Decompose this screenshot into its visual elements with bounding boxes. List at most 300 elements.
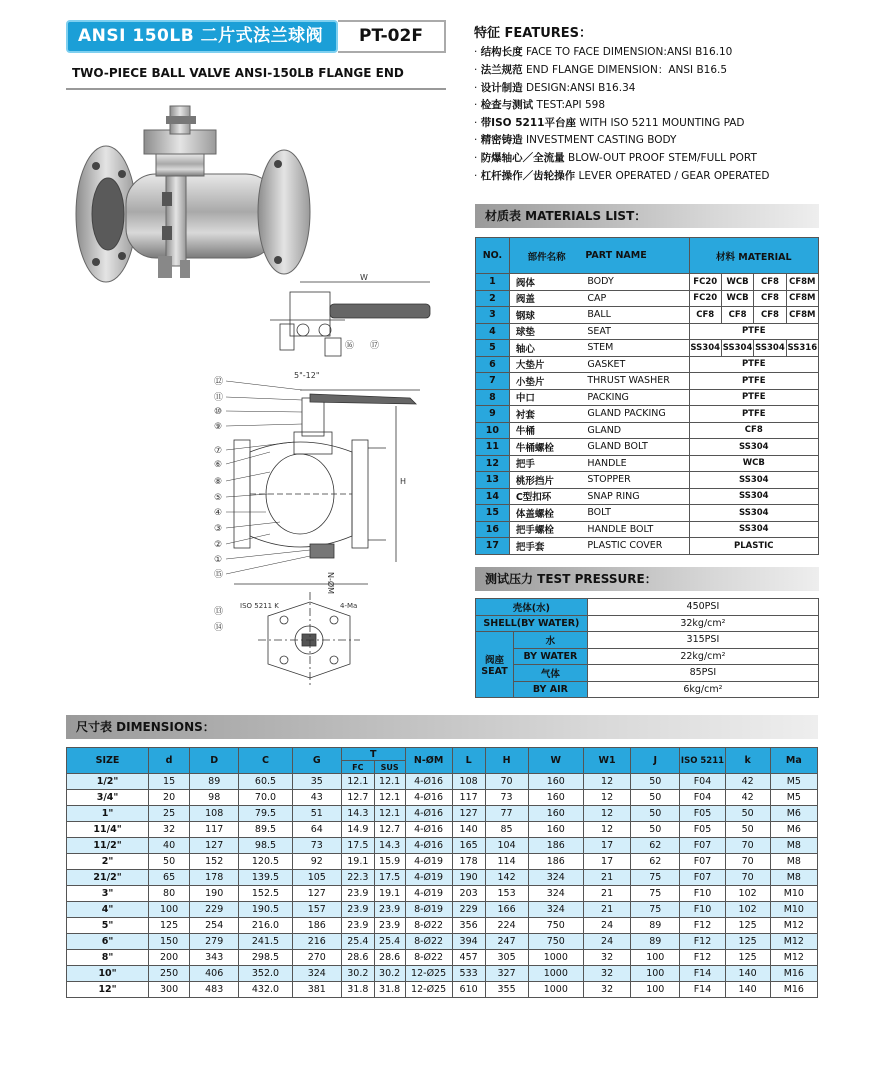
material-value: SS304 xyxy=(689,340,721,357)
col-no: NO. xyxy=(476,238,510,274)
materials-body xyxy=(476,274,819,555)
water-en: BY WATER xyxy=(513,648,587,665)
material-part-zh: 把手螺栓 xyxy=(509,521,583,538)
material-part-en: PACKING xyxy=(583,389,689,406)
dimension-cell: 160 xyxy=(528,822,583,838)
dimension-cell: 355 xyxy=(485,982,528,998)
material-no: 13 xyxy=(476,472,510,489)
dimension-cell: 12 xyxy=(583,806,630,822)
material-value: WCB xyxy=(721,290,753,307)
dimension-cell: 85 xyxy=(485,822,528,838)
dimension-cell: 12 xyxy=(583,822,630,838)
dimension-cell: 4-Ø16 xyxy=(405,822,452,838)
iso-pad-label: ISO 5211 K xyxy=(240,602,279,610)
dimension-cell: 30.2 xyxy=(374,966,405,982)
dimension-cell: 142 xyxy=(485,870,528,886)
material-part-zh: 中口 xyxy=(509,389,583,406)
material-value: SS304 xyxy=(689,472,818,489)
material-part-zh: 钢球 xyxy=(509,307,583,324)
feature-item: · 法兰规范 END FLANGE DIMENSION：ANSI B16.5 xyxy=(474,64,728,76)
dimension-cell: 4-Ø19 xyxy=(405,886,452,902)
dimension-cell: 100 xyxy=(149,902,190,918)
dimension-cell: 224 xyxy=(485,918,528,934)
callout-2: ② xyxy=(214,540,223,550)
col-C: C xyxy=(239,748,292,774)
material-row xyxy=(476,439,819,456)
dimension-cell: 114 xyxy=(485,854,528,870)
material-part-zh: 体盖螺栓 xyxy=(509,505,583,522)
dimension-cell: 23.9 xyxy=(374,902,405,918)
dimension-cell: 140 xyxy=(452,822,485,838)
dimension-cell: M10 xyxy=(770,902,817,918)
col-nm: N-ØM xyxy=(405,748,452,774)
material-value: PTFE xyxy=(689,406,818,423)
dimension-size: 3/4" xyxy=(67,790,149,806)
material-row xyxy=(476,274,819,291)
material-row xyxy=(476,290,819,307)
dimension-cell: F07 xyxy=(680,854,725,870)
dimension-cell: 12 xyxy=(583,774,630,790)
dimension-cell: 12-Ø25 xyxy=(405,982,452,998)
shell-psi: 450PSI xyxy=(587,599,818,616)
dimension-cell: 4-Ø16 xyxy=(405,774,452,790)
dimension-cell: 8-Ø22 xyxy=(405,950,452,966)
dimension-cell: 241.5 xyxy=(239,934,292,950)
air-kg: 6kg/cm² xyxy=(587,681,818,698)
dimension-cell: 381 xyxy=(292,982,341,998)
dimension-cell: 229 xyxy=(452,902,485,918)
dimension-row xyxy=(67,966,818,982)
air-zh: 气体 xyxy=(513,665,587,682)
dimensions-header-row xyxy=(67,748,818,761)
dimension-cell: 394 xyxy=(452,934,485,950)
materials-header-row xyxy=(476,238,819,274)
material-value: PTFE xyxy=(689,389,818,406)
dimension-cell: 4-Ø16 xyxy=(405,790,452,806)
dimension-cell: 20 xyxy=(149,790,190,806)
dimension-cell: 324 xyxy=(292,966,341,982)
dimension-cell: 102 xyxy=(725,902,770,918)
material-value: CF8M xyxy=(786,290,818,307)
dimension-cell: M6 xyxy=(770,806,817,822)
dimension-cell: M5 xyxy=(770,774,817,790)
dimension-cell: 31.8 xyxy=(374,982,405,998)
dimension-cell: M6 xyxy=(770,822,817,838)
dimension-cell: 32 xyxy=(583,966,630,982)
dimension-cell: F10 xyxy=(680,886,725,902)
material-value: PLASTIC xyxy=(689,538,818,555)
dimension-cell: 24 xyxy=(583,918,630,934)
material-part-en: STOPPER xyxy=(583,472,689,489)
dimension-cell: 28.6 xyxy=(341,950,374,966)
dimension-cell: 12.1 xyxy=(341,774,374,790)
col-T-fc: FC xyxy=(341,761,374,774)
dimension-cell: 457 xyxy=(452,950,485,966)
dimension-cell: 79.5 xyxy=(239,806,292,822)
dimension-cell: 100 xyxy=(631,982,680,998)
material-no: 6 xyxy=(476,356,510,373)
dimension-cell: 160 xyxy=(528,806,583,822)
material-part-en: GLAND BOLT xyxy=(583,439,689,456)
size-range-label: 5"-12" xyxy=(294,371,320,380)
material-no: 3 xyxy=(476,307,510,324)
col-H: H xyxy=(485,748,528,774)
material-no: 4 xyxy=(476,323,510,340)
material-part-zh: 把手 xyxy=(509,455,583,472)
material-part-en: THRUST WASHER xyxy=(583,373,689,390)
material-part-en: GLAND PACKING xyxy=(583,406,689,423)
material-value: CF8 xyxy=(689,422,818,439)
callout-6: ⑥ xyxy=(214,460,223,470)
dimension-size: 11/4" xyxy=(67,822,149,838)
dimension-cell: 70 xyxy=(485,774,528,790)
shell-en: SHELL(BY WATER) xyxy=(476,615,588,632)
material-no: 10 xyxy=(476,422,510,439)
callout-14: ⑭ xyxy=(214,623,224,633)
dimension-size: 6" xyxy=(67,934,149,950)
dimension-cell: 203 xyxy=(452,886,485,902)
dimensions-body xyxy=(67,774,818,998)
air-psi: 85PSI xyxy=(587,665,818,682)
callout-10: ⑩ xyxy=(214,407,223,417)
dimension-cell: 50 xyxy=(631,822,680,838)
dimension-cell: F12 xyxy=(680,934,725,950)
dimension-cell: 12.1 xyxy=(374,790,405,806)
dimension-cell: 327 xyxy=(485,966,528,982)
feature-item: · 精密铸造 INVESTMENT CASTING BODY xyxy=(474,134,677,146)
dimension-cell: 17 xyxy=(583,854,630,870)
material-value: SS304 xyxy=(721,340,753,357)
shell-zh: 壳体(水) xyxy=(476,599,588,616)
dimension-cell: 324 xyxy=(528,870,583,886)
material-part-en: GASKET xyxy=(583,356,689,373)
material-no: 5 xyxy=(476,340,510,357)
material-row xyxy=(476,356,819,373)
callout-8: ⑧ xyxy=(214,477,223,487)
dimension-size: 5" xyxy=(67,918,149,934)
dimension-cell: 42 xyxy=(725,790,770,806)
material-part-zh: C型扣环 xyxy=(509,488,583,505)
callout-13: ⑬ xyxy=(214,607,224,617)
dimension-cell: 8-Ø22 xyxy=(405,934,452,950)
dimension-cell: 104 xyxy=(485,838,528,854)
dimension-cell: 14.3 xyxy=(374,838,405,854)
dimension-cell: 186 xyxy=(292,918,341,934)
material-part-en: SEAT xyxy=(583,323,689,340)
material-row xyxy=(476,538,819,555)
callout-4: ④ xyxy=(214,508,223,518)
material-no: 15 xyxy=(476,505,510,522)
dimension-cell: 127 xyxy=(190,838,239,854)
dimension-cell: 73 xyxy=(485,790,528,806)
dimension-size: 4" xyxy=(67,902,149,918)
dimension-cell: F07 xyxy=(680,870,725,886)
dimension-cell: 21 xyxy=(583,902,630,918)
dimension-cell: 108 xyxy=(190,806,239,822)
dimension-cell: 12.1 xyxy=(374,806,405,822)
col-size: SIZE xyxy=(67,748,149,774)
material-row xyxy=(476,488,819,505)
dimension-cell: 190.5 xyxy=(239,902,292,918)
material-value: CF8M xyxy=(786,307,818,324)
dimension-cell: 50 xyxy=(725,806,770,822)
dimension-cell: 216 xyxy=(292,934,341,950)
col-iso: ISO 5211 xyxy=(680,748,725,774)
dimension-cell: 157 xyxy=(292,902,341,918)
material-part-en: PLASTIC COVER xyxy=(583,538,689,555)
dimension-cell: 17.5 xyxy=(341,838,374,854)
material-part-en: BALL xyxy=(583,307,689,324)
dimension-cell: 152 xyxy=(190,854,239,870)
dimension-cell: 108 xyxy=(452,774,485,790)
dimension-cell: 120.5 xyxy=(239,854,292,870)
air-row-psi xyxy=(476,665,819,682)
dimension-cell: 50 xyxy=(725,822,770,838)
dimension-cell: 12.7 xyxy=(374,822,405,838)
dimension-cell: 50 xyxy=(631,790,680,806)
col-T: T xyxy=(341,748,405,761)
callout-3: ③ xyxy=(214,524,223,534)
dimension-row xyxy=(67,918,818,934)
dimension-cell: 25.4 xyxy=(341,934,374,950)
dimension-row xyxy=(67,886,818,902)
dimension-cell: 125 xyxy=(725,934,770,950)
dimension-cell: 50 xyxy=(631,774,680,790)
dimension-cell: 24 xyxy=(583,934,630,950)
water-row-kg xyxy=(476,648,819,665)
dimension-row xyxy=(67,822,818,838)
dimension-cell: 70 xyxy=(725,854,770,870)
dimension-cell: 186 xyxy=(528,838,583,854)
material-row xyxy=(476,406,819,423)
material-part-en: BODY xyxy=(583,274,689,291)
product-title-badge xyxy=(66,20,338,53)
feature-item: · 带ISO 5211平台座 WITH ISO 5211 MOUNTING PAD xyxy=(474,117,745,129)
dimension-cell: 23.9 xyxy=(341,918,374,934)
water-psi: 315PSI xyxy=(587,632,818,649)
dimension-cell: 406 xyxy=(190,966,239,982)
dimension-row xyxy=(67,982,818,998)
callout-1: ① xyxy=(214,555,223,565)
material-part-zh: 牛桶螺栓 xyxy=(509,439,583,456)
dimension-cell: M12 xyxy=(770,950,817,966)
dimension-row xyxy=(67,902,818,918)
dimension-cell: 17 xyxy=(583,838,630,854)
features-heading: 特征 FEATURES： xyxy=(474,26,593,41)
col-D: D xyxy=(190,748,239,774)
dimension-cell: 89 xyxy=(631,918,680,934)
material-value: PTFE xyxy=(689,373,818,390)
material-no: 2 xyxy=(476,290,510,307)
dimension-cell: 77 xyxy=(485,806,528,822)
dimension-row xyxy=(67,838,818,854)
dimension-cell: 32 xyxy=(583,950,630,966)
dimension-cell: 60.5 xyxy=(239,774,292,790)
dimension-cell: 25.4 xyxy=(374,934,405,950)
water-row-psi xyxy=(476,632,819,649)
dimension-cell: 50 xyxy=(631,806,680,822)
dimension-cell: 125 xyxy=(149,918,190,934)
material-no: 7 xyxy=(476,373,510,390)
dimension-cell: M10 xyxy=(770,886,817,902)
col-part-en: PART NAME xyxy=(583,238,689,274)
shell-kg: 32kg/cm² xyxy=(587,615,818,632)
dimension-cell: 8-Ø22 xyxy=(405,918,452,934)
dimension-size: 11/2" xyxy=(67,838,149,854)
dimension-cell: 32 xyxy=(149,822,190,838)
air-en: BY AIR xyxy=(513,681,587,698)
col-material: 材料 MATERIAL xyxy=(689,238,818,274)
material-part-en: HANDLE BOLT xyxy=(583,521,689,538)
dimension-cell: 19.1 xyxy=(374,886,405,902)
dimension-cell: 62 xyxy=(631,854,680,870)
dimension-cell: 750 xyxy=(528,918,583,934)
dimension-cell: 298.5 xyxy=(239,950,292,966)
dimension-cell: 12 xyxy=(583,790,630,806)
dimension-cell: 75 xyxy=(631,870,680,886)
material-part-en: STEM xyxy=(583,340,689,357)
dimension-cell: 35 xyxy=(292,774,341,790)
materials-table xyxy=(475,237,819,555)
dimension-cell: 4-Ø19 xyxy=(405,870,452,886)
dimension-cell: M8 xyxy=(770,854,817,870)
material-row xyxy=(476,472,819,489)
material-value: WCB xyxy=(721,274,753,291)
dimension-size: 3" xyxy=(67,886,149,902)
dimension-cell: F04 xyxy=(680,790,725,806)
water-zh: 水 xyxy=(513,632,587,649)
dimension-cell: 4-Ø19 xyxy=(405,854,452,870)
dimension-cell: 270 xyxy=(292,950,341,966)
col-W1: W1 xyxy=(583,748,630,774)
dimension-cell: 100 xyxy=(631,966,680,982)
dimension-row xyxy=(67,854,818,870)
material-no: 8 xyxy=(476,389,510,406)
feature-item: · 结构长度 FACE TO FACE DIMENSION:ANSI B16.10 xyxy=(474,46,733,58)
dimension-cell: 178 xyxy=(190,870,239,886)
dimension-cell: 153 xyxy=(485,886,528,902)
dimension-cell: 12-Ø25 xyxy=(405,966,452,982)
col-W: W xyxy=(528,748,583,774)
material-value: CF8M xyxy=(786,274,818,291)
dimension-row xyxy=(67,950,818,966)
col-Ma: Ma xyxy=(770,748,817,774)
dimension-cell: 62 xyxy=(631,838,680,854)
dimensions-heading: 尺寸表 DIMENSIONS： xyxy=(66,715,818,739)
product-title: ANSI 150LB 二片式法兰球阀 xyxy=(78,26,324,46)
feature-item: · 检查与测试 TEST:API 598 xyxy=(474,99,606,111)
col-J: J xyxy=(631,748,680,774)
dimension-cell: 25 xyxy=(149,806,190,822)
material-row xyxy=(476,373,819,390)
material-value: PTFE xyxy=(689,356,818,373)
material-no: 1 xyxy=(476,274,510,291)
material-part-zh: 阀体 xyxy=(509,274,583,291)
dimension-cell: 140 xyxy=(725,982,770,998)
dimension-cell: 150 xyxy=(149,934,190,950)
dimension-size: 21/2" xyxy=(67,870,149,886)
dimension-cell: 324 xyxy=(528,902,583,918)
subtitle-divider xyxy=(66,88,446,90)
material-part-zh: 牛桶 xyxy=(509,422,583,439)
dimension-cell: 23.9 xyxy=(341,886,374,902)
dimension-cell: 22.3 xyxy=(341,870,374,886)
dimension-cell: 64 xyxy=(292,822,341,838)
dimension-cell: 160 xyxy=(528,774,583,790)
dimension-cell: 32 xyxy=(583,982,630,998)
dimension-cell: 98 xyxy=(190,790,239,806)
dimension-cell: 125 xyxy=(725,918,770,934)
nm-dimension-label: N-ØM xyxy=(326,572,335,595)
dimension-cell: 12.1 xyxy=(374,774,405,790)
dimension-cell: 89.5 xyxy=(239,822,292,838)
col-part-zh: 部件名称 xyxy=(509,238,583,274)
dimension-cell: 92 xyxy=(292,854,341,870)
dimension-size: 2" xyxy=(67,854,149,870)
material-part-zh: 衬套 xyxy=(509,406,583,423)
callout-7: ⑦ xyxy=(214,446,223,456)
dimension-cell: 21 xyxy=(583,886,630,902)
h-dimension-label: H xyxy=(400,477,407,486)
dimension-size: 1" xyxy=(67,806,149,822)
dimension-cell: 247 xyxy=(485,934,528,950)
callout-5: ⑤ xyxy=(214,493,223,503)
dimension-cell: 190 xyxy=(452,870,485,886)
dimension-size: 8" xyxy=(67,950,149,966)
callout-16: ⑯ xyxy=(345,341,355,351)
dimension-cell: 102 xyxy=(725,886,770,902)
col-k: k xyxy=(725,748,770,774)
material-value: SS316 xyxy=(786,340,818,357)
dimension-cell: 152.5 xyxy=(239,886,292,902)
test-pressure-table xyxy=(475,598,819,698)
dimension-cell: 216.0 xyxy=(239,918,292,934)
dimension-cell: F07 xyxy=(680,838,725,854)
dimension-cell: 23.9 xyxy=(341,902,374,918)
material-row xyxy=(476,340,819,357)
dimension-cell: 19.1 xyxy=(341,854,374,870)
dimension-cell: 15 xyxy=(149,774,190,790)
dimension-cell: 89 xyxy=(631,934,680,950)
material-value: FC20 xyxy=(689,290,721,307)
dimension-cell: 200 xyxy=(149,950,190,966)
material-value: SS304 xyxy=(689,439,818,456)
dimension-cell: 75 xyxy=(631,886,680,902)
dimension-cell: 15.9 xyxy=(374,854,405,870)
dimension-cell: 14.3 xyxy=(341,806,374,822)
dimension-cell: 98.5 xyxy=(239,838,292,854)
dimension-cell: F14 xyxy=(680,982,725,998)
material-value: CF8 xyxy=(689,307,721,324)
dimension-cell: 140 xyxy=(725,966,770,982)
dimension-cell: 533 xyxy=(452,966,485,982)
dimension-cell: M12 xyxy=(770,918,817,934)
material-part-en: SNAP RING xyxy=(583,488,689,505)
dimension-cell: 186 xyxy=(528,854,583,870)
dimension-cell: 80 xyxy=(149,886,190,902)
dimension-cell: 105 xyxy=(292,870,341,886)
dimension-cell: 4-Ø16 xyxy=(405,838,452,854)
dimension-cell: F10 xyxy=(680,902,725,918)
material-value: CF8 xyxy=(721,307,753,324)
dimension-cell: 70 xyxy=(725,838,770,854)
material-part-zh: 轴心 xyxy=(509,340,583,357)
material-value: CF8 xyxy=(754,290,786,307)
dimension-cell: F05 xyxy=(680,806,725,822)
dimension-cell: 30.2 xyxy=(341,966,374,982)
dimension-row xyxy=(67,934,818,950)
dimension-cell: 4-Ø16 xyxy=(405,806,452,822)
